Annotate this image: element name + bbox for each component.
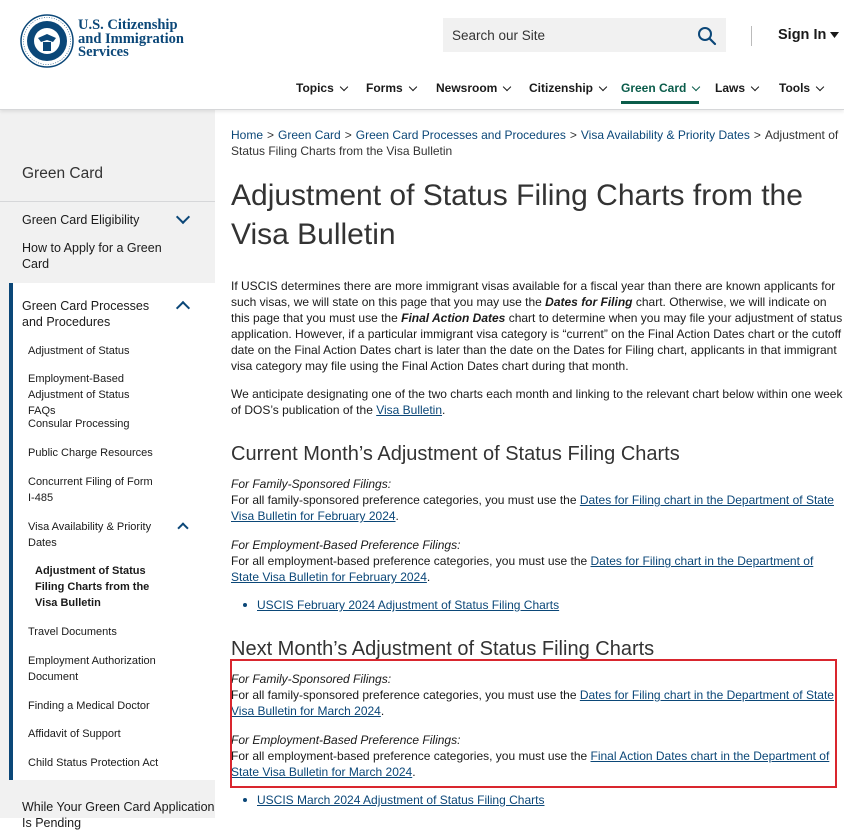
- chevron-down-icon: [692, 82, 700, 90]
- current-employment-block: [231, 537, 843, 585]
- header-divider: [751, 26, 752, 46]
- nav-newsroom[interactable]: [436, 81, 510, 95]
- nav-citizenship-label: Citizenship: [529, 81, 594, 95]
- sidebar-subitem-medical-doctor[interactable]: Finding a Medical Doctor: [28, 700, 150, 712]
- current-employment-period: .: [426, 570, 431, 584]
- nav-newsroom-label: Newsroom: [436, 81, 498, 95]
- nav-laws-label: Laws: [715, 81, 746, 95]
- visa-bulletin-link[interactable]: Visa Bulletin: [376, 403, 443, 417]
- current-family-chart-link[interactable]: Dates for Filing chart in the Department of State Visa Bulletin for February 2024: [231, 493, 834, 523]
- intro-text-1: If USCIS determines there are more immigrant visas available for a fiscal year than there are known applicants for such visas, we will state on this page that you may use the: [231, 279, 836, 309]
- dhs-seal-icon[interactable]: [20, 14, 74, 68]
- next-uscis-chart-link[interactable]: USCIS March 2024 Adjustment of Status Filing Charts: [257, 793, 545, 807]
- logo-line-3: Services: [78, 44, 129, 60]
- chevron-down-icon: [751, 82, 759, 90]
- intro-bold-final-action-dates: Final Action Dates: [401, 311, 506, 325]
- next-family-text: For all family-sponsored preference categories, you must use the: [231, 688, 580, 702]
- sidebar-subitem-consular-processing[interactable]: Consular Processing: [28, 418, 130, 430]
- breadcrumb-visa-availability[interactable]: Visa Availability & Priority Dates: [580, 128, 750, 142]
- search-input[interactable]: [444, 19, 684, 51]
- sidebar: [0, 110, 215, 830]
- sidebar-subitem-employment-based-faqs[interactable]: Employment-Based Adjustment of Status FAQs: [28, 373, 130, 417]
- next-employment-period: .: [412, 765, 416, 779]
- current-employment-chart-link[interactable]: Dates for Filing chart in the Department of State Visa Bulletin for February 2024: [231, 554, 814, 584]
- nav-laws[interactable]: [715, 81, 758, 95]
- next-employment-chart-link[interactable]: Final Action Dates chart in the Department of State Visa Bulletin for March 2024: [231, 749, 830, 779]
- current-employment-text: For all employment-based preference categories, you must use the: [231, 554, 591, 568]
- nav-forms[interactable]: [366, 81, 416, 95]
- chevron-down-icon: [599, 82, 607, 90]
- anticipate-paragraph: [231, 386, 843, 418]
- search-box: [443, 18, 726, 52]
- current-family-period: .: [395, 509, 399, 523]
- sidebar-item-green-card-eligibility[interactable]: Green Card Eligibility: [22, 213, 140, 227]
- current-family-block: [231, 476, 843, 524]
- sidebar-subitem-current-page[interactable]: Adjustment of Status Filing Charts from the Visa Bulletin: [35, 565, 150, 609]
- logo-line-1: U.S. Citizenship: [78, 17, 178, 33]
- breadcrumb-separator: >: [267, 128, 275, 142]
- sidebar-title[interactable]: Green Card: [22, 165, 103, 182]
- chevron-down-icon: [408, 82, 416, 90]
- nav-citizenship[interactable]: [529, 81, 606, 95]
- breadcrumb: [231, 127, 839, 159]
- bullet-dot: [243, 798, 247, 802]
- sidebar-subitem-travel-documents[interactable]: Travel Documents: [28, 626, 117, 638]
- logo-line-2: and Immigration: [78, 30, 184, 47]
- sidebar-subitem-ead[interactable]: Employment Authorization Document: [28, 655, 156, 683]
- current-uscis-chart-link[interactable]: USCIS February 2024 Adjustment of Status Filing Charts: [257, 598, 560, 612]
- sidebar-divider: [0, 201, 215, 202]
- sidebar-subitem-cspa[interactable]: Child Status Protection Act: [28, 757, 159, 769]
- anticipate-period: .: [442, 403, 446, 417]
- breadcrumb-home[interactable]: Home: [231, 128, 264, 142]
- sidebar-item-processes-procedures[interactable]: Green Card Processes and Procedures: [22, 299, 150, 329]
- breadcrumb-current: Adjustment of Status Filing Charts from the Visa Bulletin: [231, 128, 839, 158]
- sidebar-item-while-pending[interactable]: While Your Green Card Application Is Pending: [22, 800, 215, 830]
- chevron-down-icon[interactable]: [176, 210, 190, 224]
- sidebar-subitem-visa-availability[interactable]: Visa Availability & Priority Dates: [28, 521, 152, 549]
- intro-text-2: chart. Otherwise, we will indicate on this page that you must use the: [231, 295, 827, 325]
- current-uscis-chart-item: [243, 598, 559, 612]
- next-employment-label: For Employment-Based Preference Filings:: [231, 733, 461, 747]
- nav-topics-label: Topics: [296, 81, 334, 95]
- current-employment-label: For Employment-Based Preference Filings:: [231, 538, 461, 552]
- next-family-label: For Family-Sponsored Filings:: [231, 672, 392, 686]
- chevron-down-icon: [340, 82, 348, 90]
- caret-down-icon: [830, 32, 839, 38]
- breadcrumb-separator: >: [753, 128, 761, 142]
- sign-in-label: Sign In: [778, 27, 827, 43]
- page-title: Adjustment of Status Filing Charts from the Visa Bulletin: [231, 179, 803, 251]
- current-month-heading: Current Month’s Adjustment of Status Filing Charts: [231, 443, 680, 465]
- next-family-period: .: [380, 704, 385, 718]
- bullet-dot: [243, 603, 247, 607]
- intro-bold-dates-for-filing: Dates for Filing: [545, 295, 633, 309]
- nav-topics[interactable]: [296, 81, 347, 95]
- sidebar-subitem-affidavit[interactable]: Affidavit of Support: [28, 728, 121, 740]
- site-header: [0, 0, 844, 110]
- chevron-down-icon: [816, 82, 824, 90]
- next-uscis-chart-item: [243, 793, 544, 807]
- current-family-text: For all family-sponsored preference categories, you must use the: [231, 493, 580, 507]
- sidebar-subitem-public-charge[interactable]: Public Charge Resources: [28, 447, 153, 459]
- sidebar-subitem-concurrent-filing[interactable]: Concurrent Filing of Form I-485: [28, 476, 153, 504]
- intro-text-3: chart to determine when you may file your adjustment of status application. However, if a particular immigrant visa category is “current” on the Final Action Dates chart or the cutoff date on the Final Action Dates chart is later than the date on the Dates for Filing chart, applicants in that immigrant visa category may file using the Final Action Dates chart during that month.: [231, 311, 843, 373]
- sidebar-item-how-to-apply[interactable]: How to Apply for a Green Card: [22, 241, 162, 271]
- sign-in-button[interactable]: [778, 27, 839, 43]
- next-employment-text: For all employment-based preference categories, you must use the: [231, 749, 591, 763]
- intro-paragraph: [231, 278, 843, 374]
- anticipate-text: We anticipate designating one of the two charts each month and linking to the relevant chart below within one week of DOS’s publication of the: [231, 387, 843, 417]
- next-family-chart-link[interactable]: Dates for Filing chart in the Department of State Visa Bulletin for March 2024: [231, 688, 834, 718]
- sidebar-subitem-adjustment-of-status[interactable]: Adjustment of Status: [28, 345, 130, 357]
- search-icon[interactable]: [697, 26, 717, 46]
- breadcrumb-processes[interactable]: Green Card Processes and Procedures: [355, 128, 566, 142]
- nav-tools[interactable]: [779, 81, 823, 95]
- chevron-down-icon: [503, 82, 511, 90]
- breadcrumb-separator: >: [569, 128, 577, 142]
- breadcrumb-green-card[interactable]: Green Card: [278, 128, 341, 142]
- current-family-label: For Family-Sponsored Filings:: [231, 477, 392, 491]
- nav-green-card-label: Green Card: [621, 81, 687, 95]
- nav-forms-label: Forms: [366, 81, 403, 95]
- nav-green-card[interactable]: [621, 81, 699, 104]
- highlight-box: [230, 659, 837, 788]
- next-month-heading: Next Month’s Adjustment of Status Filing Charts: [231, 638, 655, 660]
- breadcrumb-separator: >: [344, 128, 352, 142]
- nav-tools-label: Tools: [779, 81, 811, 95]
- agency-name[interactable]: [78, 19, 184, 60]
